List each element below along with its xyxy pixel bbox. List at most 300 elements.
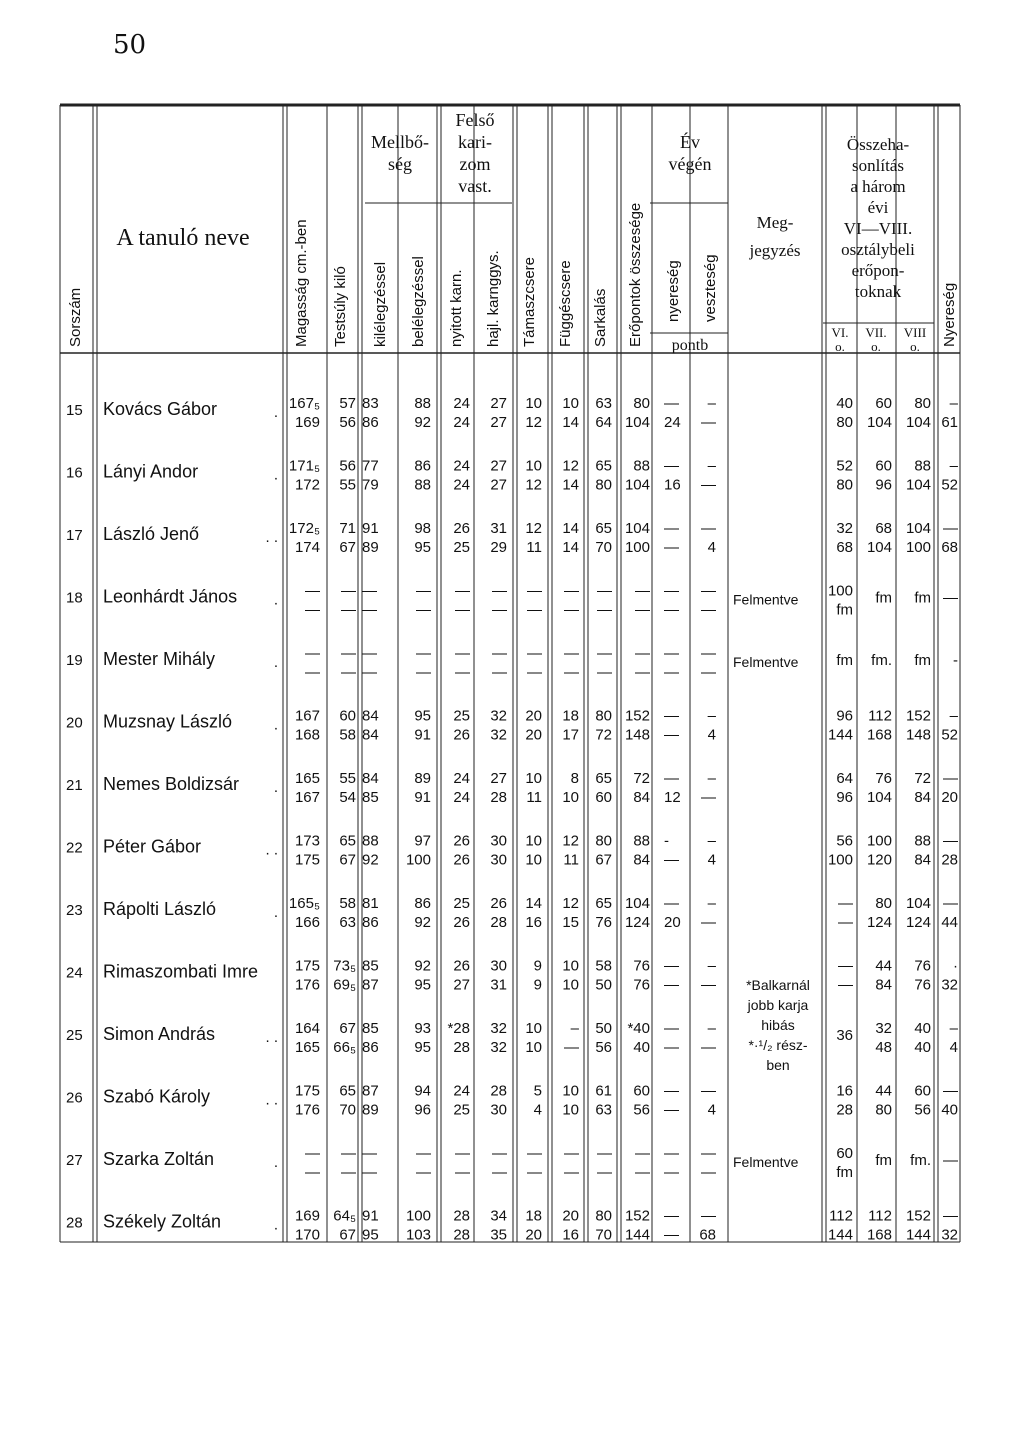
- cell-be: —: [416, 645, 431, 662]
- cell-nye: —: [664, 957, 679, 975]
- cell-last: 52: [941, 726, 958, 744]
- cell-fu: 16: [562, 1226, 579, 1244]
- cell-o8: 104: [905, 895, 931, 912]
- cell-nye: —: [664, 1207, 679, 1225]
- cell-sa: 80: [595, 1207, 612, 1225]
- cell-suly: —: [341, 1145, 356, 1162]
- header-belelegzessel: belélegzéssel: [410, 256, 427, 347]
- name-leader-dots: .: [273, 716, 278, 734]
- cell-be: 92: [414, 914, 431, 931]
- cell-o7: 76: [875, 770, 892, 787]
- cell-o6: 80: [836, 476, 853, 494]
- cell-o8: 76: [914, 957, 931, 975]
- header-veszteseg: veszteség: [702, 254, 719, 322]
- cell-ny: 27: [453, 976, 470, 994]
- cell-er: 88: [633, 832, 650, 850]
- cell-mag: 176: [294, 976, 320, 994]
- cell-fu: —: [564, 582, 579, 600]
- cell-o7: 80: [875, 895, 892, 912]
- cell-nye: —: [664, 1164, 679, 1181]
- cell-suly: —: [341, 601, 356, 619]
- cell-er: —: [635, 582, 650, 600]
- cell-nye: —: [664, 770, 679, 787]
- cell-sa: 65: [595, 457, 612, 475]
- cell-hj: 30: [490, 851, 507, 869]
- cell-nye: —: [664, 1082, 679, 1100]
- row-number: 19: [66, 652, 83, 669]
- cell-nye: —: [664, 1145, 679, 1162]
- cell-o6: 112: [829, 1207, 853, 1225]
- cell-o6: 52: [836, 457, 853, 475]
- cell-mag: 175: [294, 957, 320, 975]
- cell-ves: –: [707, 457, 716, 475]
- cell-er: 104: [624, 476, 650, 494]
- student-name: Szabó Károly: [103, 1086, 211, 1107]
- cell-suly: —: [341, 1164, 356, 1181]
- student-name: Mester Mihály: [103, 649, 216, 669]
- cell-last: 61: [941, 414, 958, 431]
- cell-be: 103: [405, 1226, 431, 1244]
- cell-o7: 104: [866, 414, 892, 431]
- cell-ki: 86: [362, 414, 379, 431]
- cell-o8: 76: [914, 976, 931, 994]
- cell-o8: fm: [914, 652, 931, 669]
- cell-last: —: [943, 1152, 958, 1169]
- cell-o6: —: [838, 976, 853, 994]
- cell-o6: 28: [836, 1101, 853, 1119]
- header-osztaly-o8: o.: [910, 339, 920, 354]
- cell-be: 88: [414, 476, 431, 494]
- cell-last: —: [943, 895, 958, 912]
- name-leader-dots: . .: [265, 1029, 278, 1046]
- cell-o8: 72: [914, 770, 931, 787]
- cell-fu: —: [564, 1145, 579, 1162]
- cell-hj: 26: [490, 895, 507, 912]
- cell-ny: 28: [453, 1226, 470, 1244]
- cell-o7: 96: [875, 476, 892, 494]
- header-megjegyzes: jegyzés: [749, 241, 801, 260]
- row-number: 26: [66, 1089, 83, 1107]
- cell-ki: —: [362, 582, 377, 600]
- header-kilelegzessel: kilélegzéssel: [372, 261, 389, 347]
- cell-nye: —: [664, 1226, 679, 1244]
- cell-ves: —: [701, 520, 716, 537]
- cell-o6: 16: [836, 1082, 853, 1100]
- cell-sa: 63: [595, 1101, 612, 1119]
- cell-ki: 84: [362, 770, 379, 787]
- cell-suly: —: [341, 664, 356, 681]
- cell-ny: 24: [453, 395, 470, 412]
- name-leader-dots: . .: [265, 1091, 278, 1109]
- cell-ta: —: [527, 664, 542, 681]
- cell-nye: —: [664, 664, 679, 681]
- cell-o7: 124: [866, 914, 892, 931]
- header-sorszam: Sorszám: [67, 287, 84, 347]
- cell-fu: 18: [562, 707, 579, 725]
- cell-ves: —: [701, 1164, 716, 1181]
- cell-ny: —: [455, 664, 470, 681]
- cell-mag: 167: [294, 707, 320, 725]
- cell-o7: 168: [866, 1226, 892, 1244]
- cell-hj: 32: [490, 1039, 507, 1056]
- cell-o7: 44: [875, 957, 892, 975]
- header-osszehasonlitas: VI—VIII.: [843, 219, 913, 238]
- cell-ta: —: [527, 1164, 542, 1181]
- cell-er: 148: [624, 726, 650, 744]
- header-osszehasonlitas: Összeha-: [846, 135, 910, 154]
- cell-hj: —: [492, 1164, 507, 1181]
- cell-o8: 148: [905, 726, 931, 744]
- student-name: Lányi Andor: [103, 461, 199, 482]
- row-number: 16: [66, 464, 83, 482]
- cell-o6: 68: [836, 539, 853, 556]
- cell-sa: —: [597, 1145, 612, 1162]
- cell-ves: —: [701, 582, 716, 600]
- cell-sa: 65: [595, 770, 612, 787]
- cell-ta: 9: [533, 957, 542, 975]
- cell-mag: 166: [294, 914, 320, 931]
- cell-ki: 85: [362, 789, 379, 806]
- cell-fu: 10: [562, 1082, 579, 1100]
- cell-ta: 20: [525, 1226, 542, 1244]
- cell-suly: 55: [339, 770, 356, 787]
- cell-last: ·: [953, 957, 958, 975]
- cell-ta: 12: [525, 520, 542, 537]
- cell-ny: 26: [453, 914, 470, 931]
- cell-nye: -: [664, 832, 669, 850]
- cell-sa: 50: [595, 1020, 612, 1037]
- cell-last: —: [943, 1207, 958, 1225]
- cell-mag: 171₅: [288, 457, 320, 475]
- cell-ki: 85: [362, 957, 379, 975]
- header-ev-vegen: Év: [680, 132, 700, 152]
- cell-er: 104: [624, 895, 650, 912]
- cell-er: 100: [624, 539, 650, 556]
- cell-sa: 67: [595, 851, 612, 869]
- cell-hj: 27: [490, 395, 507, 412]
- header-nyereseg: nyereség: [665, 260, 682, 322]
- cell-ny: —: [455, 1145, 470, 1162]
- cell-o7: 112: [868, 707, 892, 725]
- cell-fu: –: [570, 1020, 579, 1037]
- cell-sa: 80: [595, 707, 612, 725]
- cell-ta: 10: [525, 832, 542, 850]
- cell-ki: 83: [362, 395, 379, 412]
- cell-er: 84: [633, 851, 650, 869]
- cell-ki: 86: [362, 914, 379, 931]
- cell-nye: —: [664, 539, 679, 556]
- cell-ki: —: [362, 1164, 377, 1181]
- cell-fu: 10: [562, 976, 579, 994]
- cell-suly: 67: [339, 1226, 356, 1244]
- cell-ny: 24: [453, 770, 470, 787]
- cell-o8: fm.: [910, 1152, 931, 1169]
- cell-hj: 35: [490, 1226, 507, 1244]
- cell-nye: 24: [664, 414, 681, 431]
- cell-hj: 28: [490, 1082, 507, 1100]
- cell-o7: 104: [866, 539, 892, 556]
- cell-hj: 30: [490, 1101, 507, 1119]
- cell-ny: 24: [453, 476, 470, 494]
- cell-er: 88: [633, 457, 650, 475]
- cell-mag: 165₅: [288, 895, 320, 912]
- cell-nye: 16: [664, 476, 681, 494]
- cell-nye: —: [664, 645, 679, 662]
- cell-be: 95: [414, 539, 431, 556]
- header-sarkalas: Sarkalás: [592, 288, 609, 347]
- cell-mag: 175: [294, 1082, 320, 1100]
- cell-ki: 85: [362, 1020, 379, 1037]
- cell-o7: 68: [875, 520, 892, 537]
- cell-o7: 60: [875, 395, 892, 412]
- cell-ny: 24: [453, 457, 470, 475]
- cell-nye: —: [664, 395, 679, 412]
- cell-mag: 172₅: [288, 520, 320, 537]
- cell-be: 97: [414, 832, 431, 850]
- cell-ta: 11: [526, 789, 542, 806]
- cell-ki: 79: [362, 476, 379, 494]
- student-name: Székely Zoltán: [103, 1211, 222, 1232]
- cell-suly: 67: [339, 1020, 356, 1037]
- cell-ves: 4: [707, 851, 716, 869]
- cell-ki: 91: [362, 520, 379, 537]
- cell-ta: 10: [525, 851, 542, 869]
- cell-o6: 64: [836, 770, 853, 787]
- row-number: 17: [66, 527, 83, 544]
- cell-er: —: [635, 664, 650, 681]
- cell-ta: 20: [525, 707, 542, 725]
- cell-o6: 100: [827, 851, 853, 869]
- cell-be: 95: [414, 1039, 431, 1056]
- cell-hj: 27: [490, 457, 507, 475]
- cell-suly: 67: [339, 539, 356, 556]
- cell-o6: fm: [836, 1164, 853, 1181]
- cell-o6: 144: [827, 1226, 853, 1244]
- cell-nye: —: [664, 726, 679, 744]
- header-osszehasonlitas: osztálybeli: [841, 240, 915, 259]
- cell-fu: 10: [562, 789, 579, 806]
- cell-fu: 12: [562, 832, 579, 850]
- cell-be: 91: [414, 789, 431, 806]
- cell-last: 32: [941, 976, 958, 994]
- cell-ves: –: [707, 707, 716, 725]
- cell-er: 84: [633, 789, 650, 806]
- cell-o8: 104: [905, 520, 931, 537]
- cell-o7: fm.: [871, 652, 892, 669]
- cell-hj: 27: [490, 476, 507, 494]
- cell-suly: 55: [339, 476, 356, 494]
- cell-hj: 32: [490, 726, 507, 744]
- cell-mag: 176: [294, 1101, 320, 1119]
- cell-ki: 87: [362, 976, 379, 994]
- student-name: Péter Gábor: [103, 836, 202, 857]
- remark-balkarnal: ben: [766, 1057, 790, 1073]
- header-magassag: Magasság cm.-ben: [293, 219, 310, 347]
- student-name: László Jenő: [103, 524, 200, 544]
- cell-last: 20: [941, 789, 958, 806]
- cell-sa: 76: [595, 914, 612, 931]
- cell-sa: —: [597, 601, 612, 619]
- cell-suly: —: [341, 645, 356, 662]
- header-tanulo-neve: A tanuló neve: [116, 225, 250, 251]
- cell-ves: –: [707, 1020, 716, 1037]
- cell-o8: 60: [914, 1082, 931, 1100]
- cell-be: 94: [414, 1082, 431, 1100]
- cell-o8: 124: [905, 914, 931, 931]
- cell-ki: 87: [362, 1082, 379, 1100]
- cell-last: –: [949, 395, 958, 412]
- cell-ves: —: [701, 664, 716, 681]
- header-mellboseg: Mellbő-: [371, 132, 429, 152]
- cell-mag: 170: [294, 1226, 320, 1244]
- cell-mag: 165: [294, 1039, 320, 1056]
- name-leader-dots: . .: [265, 841, 278, 859]
- student-name: Rápolti László: [103, 899, 217, 919]
- cell-ves: –: [707, 957, 716, 975]
- name-leader-dots: .: [273, 1154, 278, 1171]
- cell-ny: 26: [453, 832, 470, 850]
- cell-o8: 88: [914, 832, 931, 850]
- name-leader-dots: .: [273, 779, 278, 796]
- header-nyereseg-last: Nyereség: [941, 282, 958, 347]
- cell-er: 56: [633, 1101, 650, 1119]
- remark-balkarnal: *·¹/₂ rész-: [748, 1037, 808, 1053]
- cell-sa: 70: [595, 539, 612, 556]
- cell-ta: 11: [526, 539, 542, 556]
- cell-fu: 14: [562, 476, 579, 494]
- name-leader-dots: .: [273, 1216, 278, 1234]
- cell-o8: 88: [914, 457, 931, 475]
- cell-er: —: [635, 601, 650, 619]
- cell-o7: 44: [875, 1082, 892, 1100]
- cell-ny: 25: [453, 1101, 470, 1119]
- cell-mag: —: [305, 1145, 320, 1162]
- cell-ves: 4: [707, 539, 716, 556]
- cell-ny: —: [455, 645, 470, 662]
- cell-ves: 4: [707, 726, 716, 744]
- cell-hj: 32: [490, 707, 507, 725]
- cell-ta: —: [527, 645, 542, 662]
- cell-be: 93: [414, 1020, 431, 1037]
- cell-o7: fm: [875, 1152, 892, 1169]
- header-ev-vegen: végén: [668, 154, 712, 174]
- cell-mag: 167: [294, 789, 320, 806]
- row-number: 21: [66, 777, 83, 794]
- name-leader-dots: . .: [265, 529, 278, 546]
- cell-nye: —: [664, 601, 679, 619]
- cell-ny: 25: [453, 707, 470, 725]
- cell-fu: 14: [562, 414, 579, 431]
- cell-sa: 60: [595, 789, 612, 806]
- cell-o8: 80: [914, 395, 931, 412]
- cell-mag: 173: [294, 832, 320, 850]
- cell-ki: —: [362, 1145, 377, 1162]
- cell-er: 144: [624, 1226, 650, 1244]
- header-osszehasonlitas: sonlítás: [852, 156, 904, 175]
- cell-last: 68: [941, 539, 958, 556]
- cell-sa: 80: [595, 476, 612, 494]
- name-leader-dots: .: [273, 466, 278, 484]
- cell-er: 72: [633, 770, 650, 787]
- header-osszehasonlitas: erőpon-: [851, 261, 905, 280]
- cell-be: 86: [414, 895, 431, 912]
- cell-o8: 56: [914, 1101, 931, 1119]
- cell-o6: 80: [836, 414, 853, 431]
- page-number: 50: [113, 30, 147, 60]
- header-osszehasonlitas: toknak: [854, 282, 902, 301]
- cell-er: 80: [633, 395, 650, 412]
- cell-fu: 10: [562, 1101, 579, 1119]
- cell-hj: —: [492, 582, 507, 600]
- header-fuggescsere: Függéscsere: [557, 260, 574, 347]
- cell-suly: 65: [339, 1082, 356, 1100]
- cell-hj: 32: [490, 1020, 507, 1037]
- header-felso-karizom: kari-: [458, 132, 492, 152]
- cell-ki: 88: [362, 832, 379, 850]
- cell-ta: 10: [525, 395, 542, 412]
- cell-ki: 89: [362, 1101, 379, 1119]
- cell-mag: —: [305, 645, 320, 662]
- cell-ny: —: [455, 1164, 470, 1181]
- row-number: 24: [66, 964, 83, 982]
- cell-ves: —: [701, 1207, 716, 1225]
- cell-suly: 63: [339, 914, 356, 931]
- cell-hj: 29: [490, 539, 507, 556]
- cell-be: 98: [414, 520, 431, 537]
- cell-o8: 84: [914, 789, 931, 806]
- cell-be: 92: [414, 414, 431, 431]
- cell-o8: fm: [914, 589, 931, 607]
- header-nyitott-karn: nyitott karn.: [448, 269, 465, 347]
- cell-mag: —: [305, 664, 320, 681]
- cell-suly: 71: [339, 520, 356, 537]
- cell-ki: 84: [362, 707, 379, 725]
- cell-last: 44: [941, 914, 958, 931]
- cell-ki: 77: [362, 457, 379, 475]
- cell-fu: 10: [562, 395, 579, 412]
- cell-be: —: [416, 582, 431, 600]
- cell-ki: —: [362, 645, 377, 662]
- cell-suly: 56: [339, 457, 356, 475]
- cell-hj: 31: [490, 520, 507, 537]
- cell-mag: 165: [294, 770, 320, 787]
- cell-be: 92: [414, 957, 431, 975]
- cell-o7: 112: [868, 1207, 892, 1225]
- cell-sa: 63: [595, 395, 612, 412]
- cell-ny: 26: [453, 851, 470, 869]
- cell-ki: 89: [362, 539, 379, 556]
- cell-sa: 56: [595, 1039, 612, 1056]
- cell-be: 95: [414, 976, 431, 994]
- cell-last: —: [943, 1082, 958, 1100]
- cell-last: -: [953, 652, 958, 669]
- cell-mag: 172: [294, 476, 320, 494]
- remark-balkarnal: jobb karja: [747, 997, 809, 1013]
- cell-ki: 81: [362, 895, 379, 912]
- cell-o8: 152: [905, 1207, 931, 1225]
- cell-nye: —: [664, 976, 679, 994]
- cell-ves: —: [701, 645, 716, 662]
- cell-suly: —: [341, 582, 356, 600]
- cell-suly: 65: [339, 832, 356, 850]
- cell-o6: —: [838, 957, 853, 975]
- cell-o8: 144: [905, 1226, 931, 1244]
- cell-hj: 28: [490, 789, 507, 806]
- cell-nye: 12: [664, 789, 681, 806]
- cell-fu: 17: [562, 726, 579, 744]
- cell-hj: 30: [490, 957, 507, 975]
- cell-er: 40: [633, 1039, 650, 1056]
